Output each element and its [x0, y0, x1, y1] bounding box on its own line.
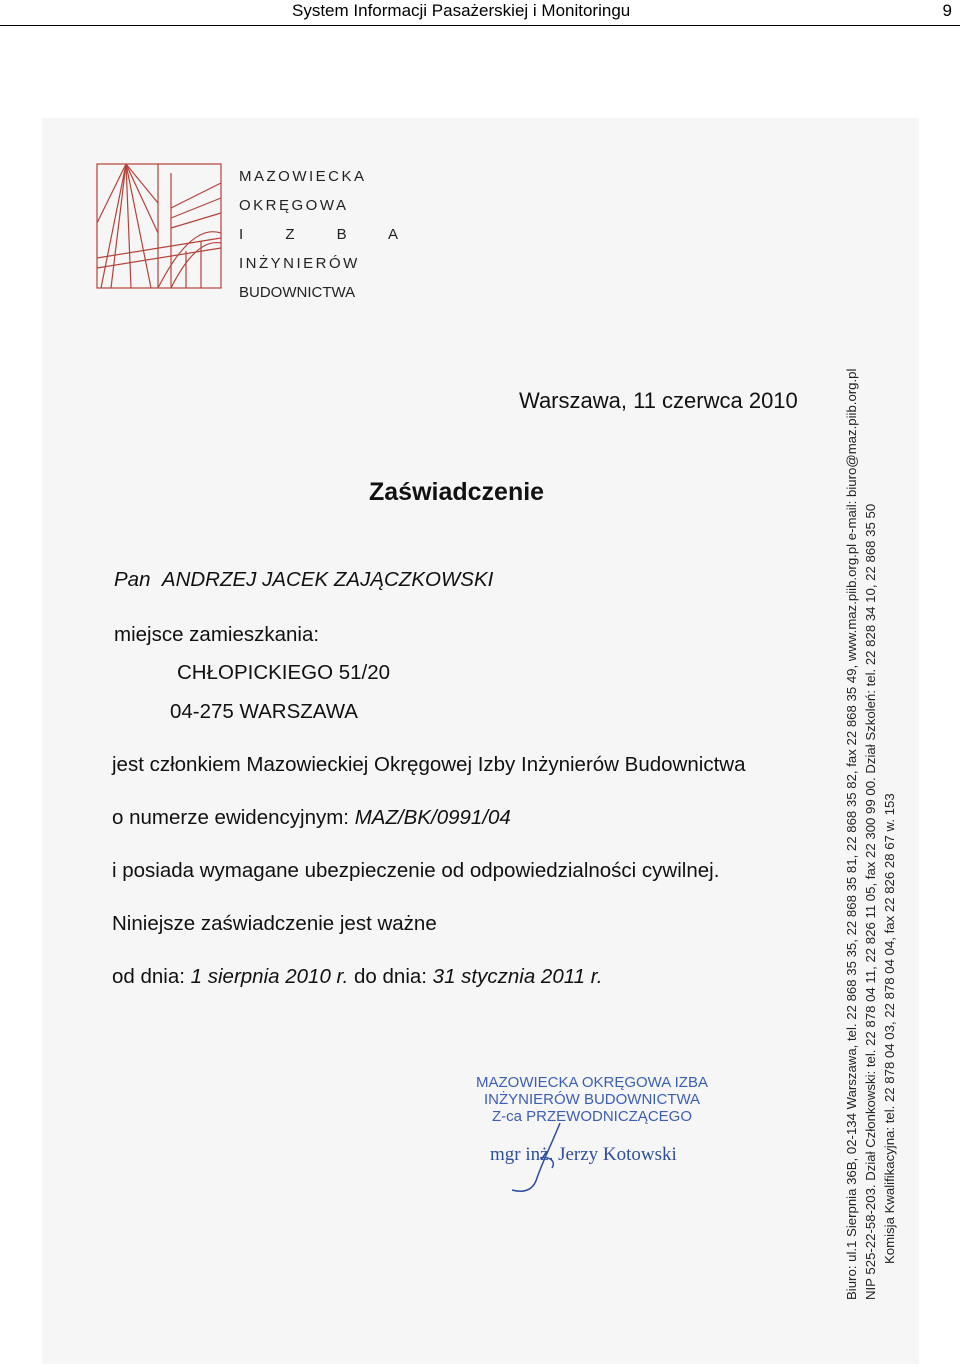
- sidebar-line: NIP 525-22-58-203. Dział Członkowski: tel. 22 878 04 11, 22 826 11 05, fax 22 300 99 00. Dział Szkoleń: tel. 22 828 34 10, 22 868 35 50: [863, 503, 878, 1300]
- stamp-line: INŻYNIERÓW BUDOWNICTWA: [483, 1091, 701, 1108]
- logo-line: MAZOWIECKA: [239, 168, 367, 185]
- salutation: Pan: [114, 568, 151, 591]
- logo-line: OKRĘGOWA: [239, 197, 349, 214]
- page-header: [0, 0, 960, 26]
- from-label: od dnia:: [112, 965, 185, 988]
- stamp-line: Z-ca PRZEWODNICZĄCEGO: [491, 1108, 692, 1125]
- validity-statement: Niniejsze zaświadczenie jest ważne: [112, 912, 437, 935]
- stamp-line: MAZOWIECKA OKRĘGOWA IZBA: [476, 1074, 708, 1091]
- scanned-certificate: [42, 118, 919, 1364]
- recipient-line: [114, 568, 493, 592]
- header-title: System Informacji Pasażerskiej i Monitoringu: [292, 1, 631, 20]
- address-street: CHŁOPICKIEGO 51/20: [177, 661, 391, 684]
- to-label: do dnia:: [354, 965, 427, 988]
- contact-sidebar: [842, 160, 918, 1300]
- membership-statement: jest członkiem Mazowieckiej Okręgowej Izby Inżynierów Budownictwa: [112, 753, 746, 776]
- from-date: 1 sierpnia 2010 r.: [190, 965, 349, 988]
- issue-date: Warszawa, 11 czerwca 2010: [519, 388, 798, 413]
- registration-line: [112, 806, 511, 830]
- logo-line: I Z B A: [239, 226, 418, 243]
- signature-name: mgr inż. Jerzy Kotowski: [490, 1144, 677, 1165]
- validity-dates: [112, 965, 602, 989]
- address-city: 04-275 WARSZAWA: [170, 700, 358, 723]
- logo-line: BUDOWNICTWA: [239, 284, 356, 301]
- registration-label: o numerze ewidencyjnym:: [112, 806, 349, 829]
- sidebar-line: Biuro: ul.1 Sierpnia 36B, 02-134 Warszawa, tel. 22 868 35 35, 22 868 35 81, 22 868 35 82, fax 22 868 35 49, www.maz.piib.org.pl e-mail: biuro@maz.piib.org.pl: [844, 368, 859, 1300]
- to-date: 31 stycznia 2011 r.: [432, 965, 603, 988]
- recipient-name: ANDRZEJ JACEK ZAJĄCZKOWSKI: [161, 568, 494, 591]
- bridge-logo-icon: [96, 163, 222, 289]
- insurance-statement: i posiada wymagane ubezpieczenie od odpowiedzialności cywilnej.: [112, 859, 720, 882]
- document-title: Zaświadczenie: [369, 478, 545, 506]
- logo-line: INŻYNIERÓW: [239, 255, 360, 272]
- sidebar-line: Komisja Kwalifikacyjna: tel. 22 878 04 03, 22 878 04 04, fax 22 826 28 67 w. 153: [882, 793, 897, 1264]
- registration-number: MAZ/BK/0991/04: [354, 806, 511, 829]
- page-number: 9: [942, 1, 952, 20]
- institution-logo-text: [239, 162, 417, 307]
- address-label: miejsce zamieszkania:: [114, 623, 320, 646]
